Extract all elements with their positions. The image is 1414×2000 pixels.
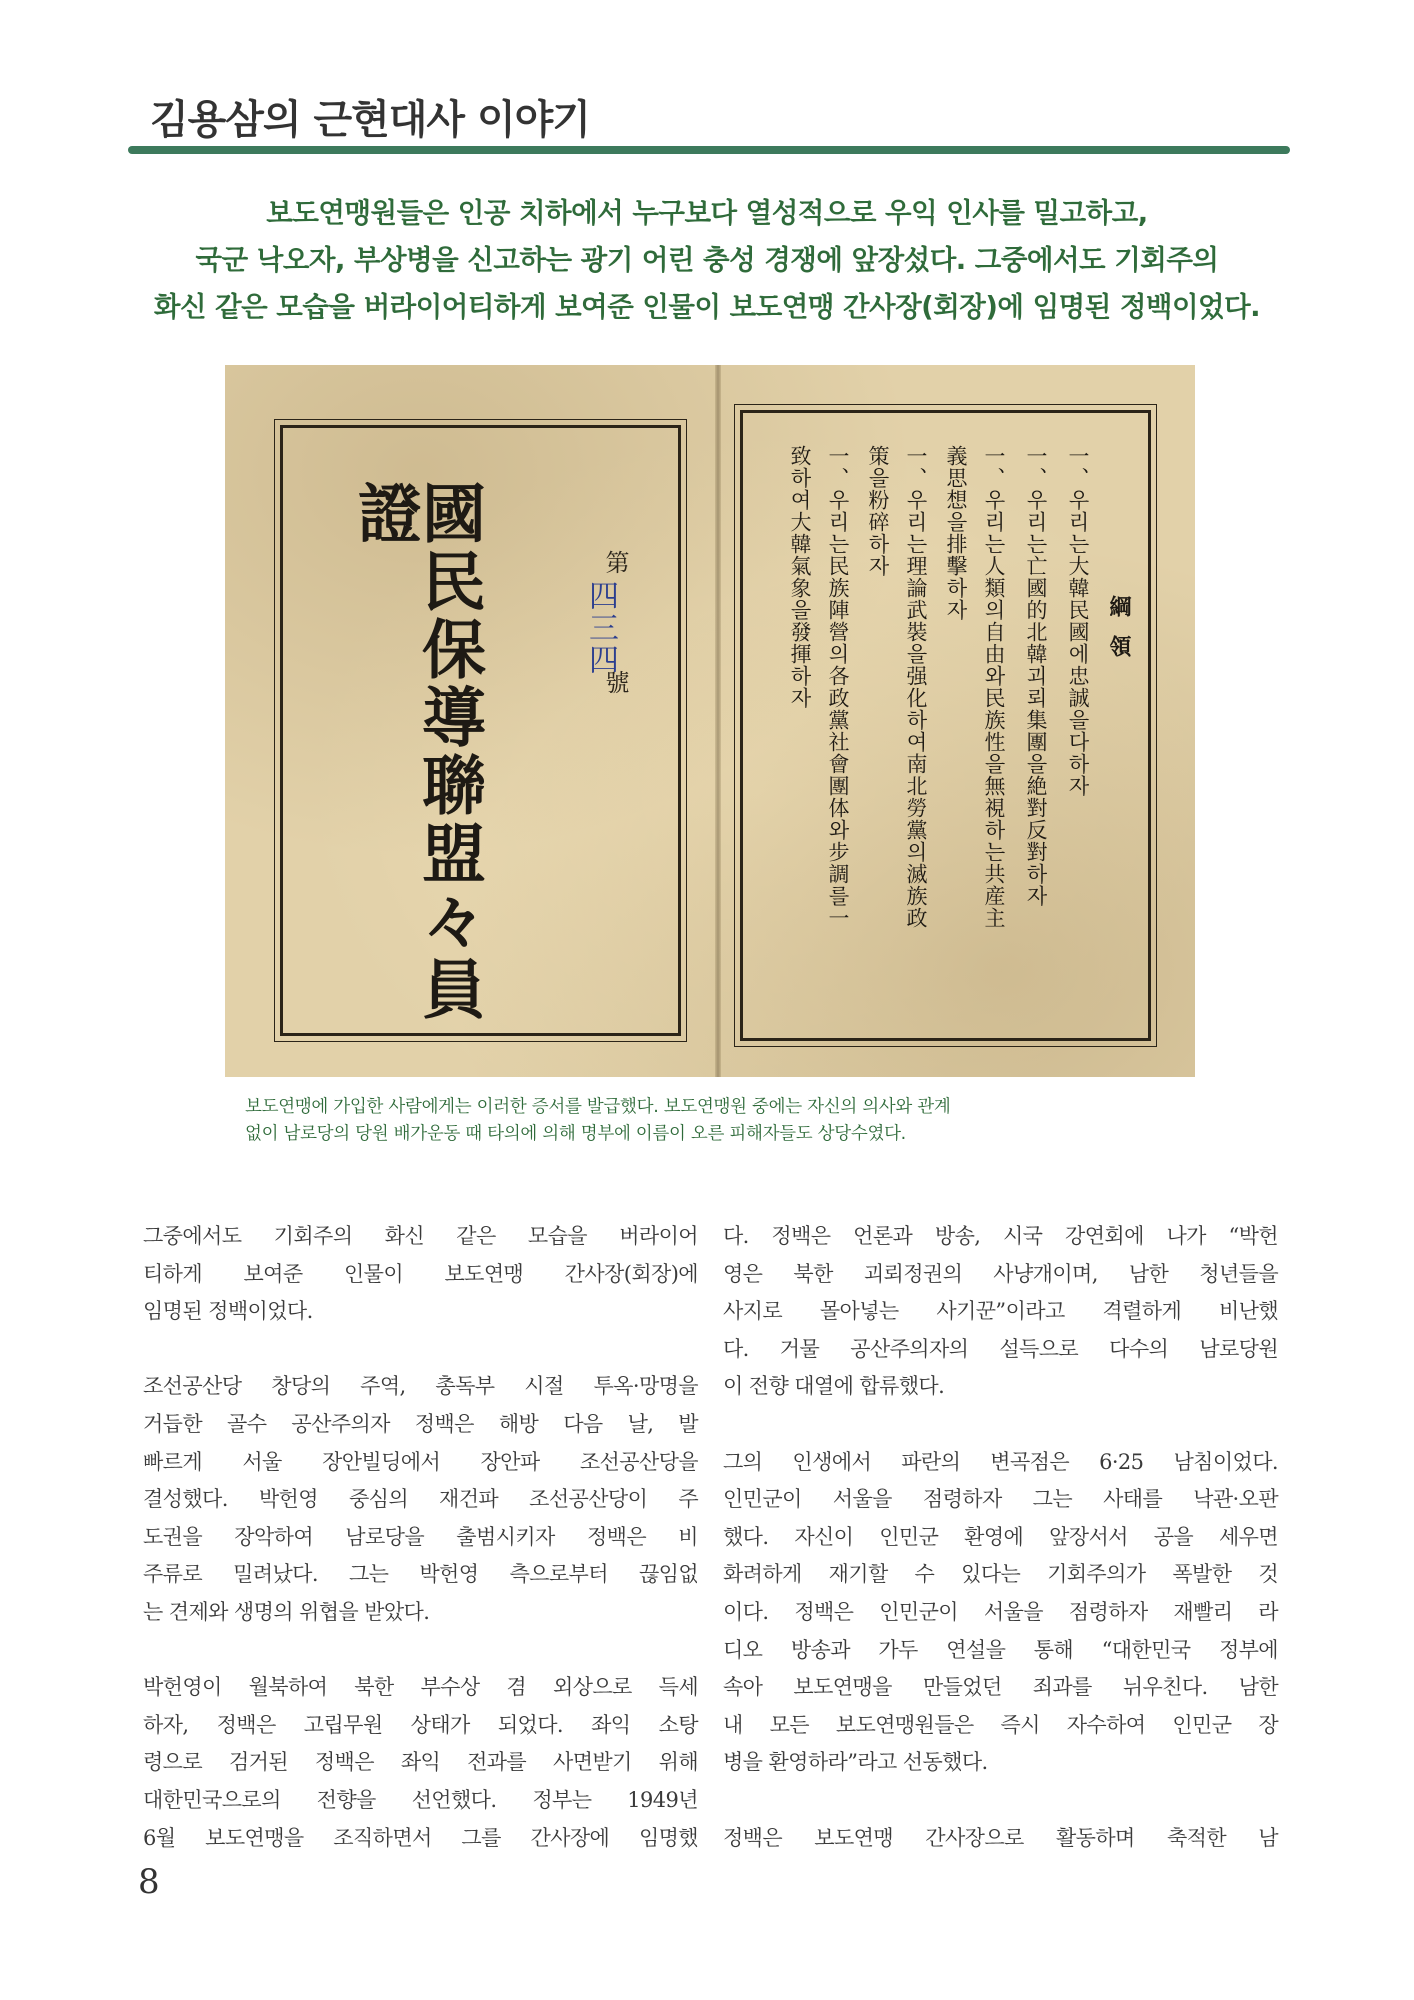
card-rule-line: 一、우리는理論武裝을强化하여南北勞黨의滅族政 [904, 445, 928, 929]
pull-quote-line: 화신 같은 모습을 버라이어티하게 보여준 인물이 보도연맹 간사장(회장)에 임명된 정백이었다. [153, 291, 1261, 323]
body-line: 화려하게 재기할 수 있다는 기회주의가 폭발한 것 [723, 1562, 1278, 1587]
body-line: 그의 인생에서 파란의 변곡점은 6·25 남침이었다. [723, 1449, 1278, 1474]
body-line: 조선공산당 창당의 주역, 총독부 시절 투옥·망명을 [143, 1374, 698, 1399]
body-line: 이다. 정백은 인민군이 서울을 점령하자 재빨리 라 [723, 1599, 1278, 1624]
body-line: 임명된 정백이었다. [143, 1299, 313, 1324]
body-line: 다. 정백은 언론과 방송, 시국 강연회에 나가 “박헌 [723, 1224, 1278, 1248]
card-rule-line: 一、우리는大韓民國에忠誠을다하자 [1066, 445, 1090, 797]
body-line: 령으로 검거된 정백은 좌익 전과를 사면받기 위해 [143, 1750, 698, 1775]
body-line: 하자, 정백은 고립무원 상태가 되었다. 좌익 소탕 [143, 1712, 698, 1737]
pull-quote [100, 190, 1314, 331]
card-cover-title: 國民保導聯盟々員證 [347, 480, 486, 1024]
header-divider [128, 146, 1290, 154]
body-line: 병을 환영하라”라고 선동했다. [723, 1750, 988, 1775]
card-rule-line: 一、우리는亡國的北韓괴뢰集團을絶對反對하자 [1024, 445, 1048, 907]
body-line: 영은 북한 괴뢰정권의 사냥개이며, 남한 청년들을 [723, 1261, 1278, 1286]
body-line: 빠르게 서울 장안빌딩에서 장안파 조선공산당을 [143, 1449, 698, 1474]
body-line: 거듭한 골수 공산주의자 정백은 해방 다음 날, 발 [143, 1411, 698, 1436]
caption-line: 보도연맹에 가입한 사람에게는 이러한 증서를 발급했다. 보도연맹원 중에는 자신의 의사와 관계 [245, 1097, 951, 1117]
card-rules-heading: 綱領 [1106, 595, 1132, 675]
running-header-title: 김용삼의 근현대사 이야기 [150, 97, 590, 143]
pull-quote-line: 보도연맹원들은 인공 치하에서 누구보다 열성적으로 우익 인사를 밀고하고, [266, 197, 1148, 229]
body-column-left [143, 1218, 698, 1857]
body-line: 박헌영이 월북하여 북한 부수상 겸 외상으로 득세 [143, 1675, 698, 1700]
body-line: 대한민국으로의 전향을 선언했다. 정부는 1949년 [143, 1787, 698, 1812]
card-rule-line: 義思想을排擊하자 [944, 445, 968, 621]
card-number-prefix: 第 [601, 550, 629, 574]
body-line: 는 견제와 생명의 위협을 받았다. [143, 1599, 430, 1624]
body-column-right [723, 1218, 1278, 1857]
body-line: 도권을 장악하여 남로당을 출범시키자 정백은 비 [143, 1524, 698, 1549]
card-rule-line: 致하여大韓氣象을發揮하자 [788, 445, 812, 709]
body-line: 정백은 보도연맹 간사장으로 활동하며 축적한 남 [723, 1825, 1278, 1850]
card-rule-line: 一、우리는民族陣營의各政黨社會團体와步調를一 [826, 445, 850, 929]
page-number: 8 [138, 1862, 160, 1902]
card-number-handwritten: 四三四 [583, 580, 618, 676]
pull-quote-line: 국군 낙오자, 부상병을 신고하는 광기 어린 충성 경쟁에 앞장섰다. 그중에서도 기회주의 [195, 244, 1219, 276]
body-line: 내 모든 보도연맹원들은 즉시 자수하여 인민군 장 [723, 1712, 1278, 1737]
card-rule-line: 策을粉碎하자 [866, 445, 890, 577]
body-line: 티하게 보여준 인물이 보도연맹 간사장(회장)에 [143, 1261, 698, 1286]
body-line: 디오 방송과 가두 연설을 통해 “대한민국 정부에 [723, 1637, 1278, 1662]
body-line: 사지로 몰아넣는 사기꾼”이라고 격렬하게 비난했 [723, 1299, 1278, 1324]
body-line: 다. 거물 공산주의자의 설득으로 다수의 남로당원 [723, 1336, 1278, 1361]
body-line: 주류로 밀려났다. 그는 박헌영 측으로부터 끊임없 [143, 1562, 698, 1587]
photo-caption [190, 1094, 1230, 1148]
caption-line: 없이 남로당의 당원 배가운동 때 타의에 의해 명부에 이름이 오른 피해자들도 상당수였다. [245, 1124, 906, 1144]
body-line: 이 전향 대열에 합류했다. [723, 1374, 945, 1399]
membership-card-photo [225, 365, 1195, 1077]
body-line: 했다. 자신이 인민군 환영에 앞장서서 공을 세우면 [723, 1524, 1278, 1549]
body-line: 속아 보도연맹을 만들었던 죄과를 뉘우친다. 남한 [723, 1675, 1278, 1700]
card-fold-crease [715, 365, 721, 1077]
body-line: 결성했다. 박헌영 중심의 재건파 조선공산당이 주 [143, 1487, 698, 1512]
card-rule-line: 一、우리는人類의自由와民族性을無視하는共産主 [982, 445, 1006, 929]
body-line: 그중에서도 기회주의 화신 같은 모습을 버라이어 [143, 1224, 698, 1248]
card-number-suffix: 號 [601, 670, 629, 694]
body-line: 6월 보도연맹을 조직하면서 그를 간사장에 임명했 [143, 1825, 698, 1850]
body-line: 인민군이 서울을 점령하자 그는 사태를 낙관·오판 [723, 1487, 1278, 1512]
